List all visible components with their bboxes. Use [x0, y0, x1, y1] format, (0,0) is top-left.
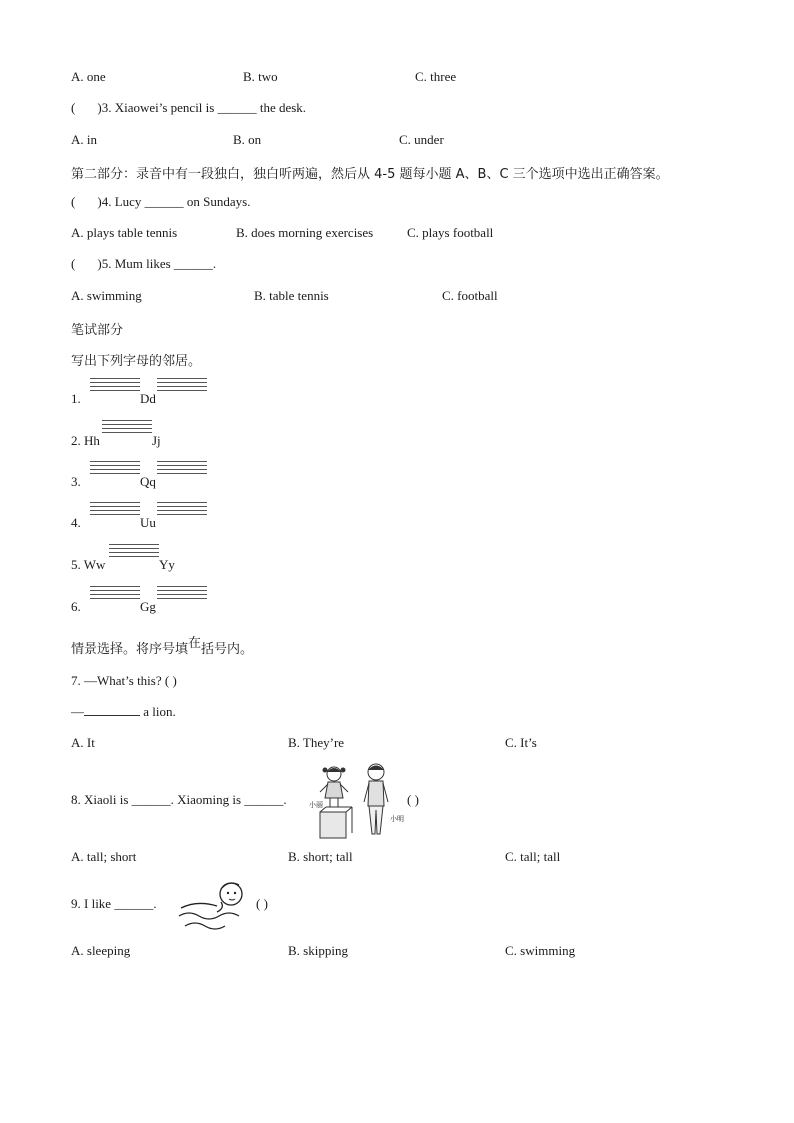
question-7-response — [71, 704, 176, 720]
question-9: 9. I like ______. — [71, 896, 157, 911]
situation-heading-raised-char: 在 — [188, 636, 202, 651]
q7-option-b: B. They’re — [288, 735, 345, 750]
writing-lines[interactable] — [102, 420, 152, 436]
q5-option-b: B. table tennis — [254, 288, 329, 303]
situation-heading-text: 括号内。 — [201, 642, 254, 657]
q9-option-b: B. skipping — [288, 943, 348, 958]
swimming-child-illustration — [177, 878, 253, 938]
q8-option-c: C. tall; tall — [505, 849, 561, 864]
neighbor-item-number: 3. — [71, 474, 81, 489]
neighbor-item-letter: Jj — [152, 433, 161, 448]
neighbor-item-number: 4. — [71, 515, 81, 530]
neighbor-item-number: 5. Ww — [71, 557, 106, 572]
answer-paren-close: ) — [97, 194, 102, 209]
neighbor-item-letter: Gg — [140, 599, 156, 614]
q8-option-a: A. tall; short — [71, 849, 137, 864]
q4-option-a: A. plays table tennis — [71, 225, 178, 240]
answer-blank[interactable] — [84, 704, 140, 716]
answer-paren-open: ( — [71, 256, 76, 271]
question-7: 7. —What’s this? ( ) — [71, 673, 177, 688]
q3-option-c: C. under — [399, 132, 444, 147]
writing-lines[interactable] — [90, 461, 140, 477]
q5-option-c: C. football — [442, 288, 498, 303]
boy-name-label: 小明 — [390, 815, 404, 823]
q2-option-c: C. three — [415, 69, 457, 84]
writing-lines[interactable] — [109, 544, 159, 560]
question-text: a lion. — [140, 704, 176, 719]
q8-option-b: B. short; tall — [288, 849, 353, 864]
neighbors-heading: 写出下列字母的邻居。 — [71, 354, 202, 369]
situation-heading-text: 情景选择。将序号填 — [71, 642, 189, 657]
answer-paren-close: ) — [97, 100, 102, 115]
question-5 — [71, 256, 216, 272]
q2-option-a: A. one — [71, 69, 106, 84]
q7-option-a: A. It — [71, 735, 95, 750]
neighbor-item-number: 6. — [71, 599, 81, 614]
q8-answer-paren[interactable]: ( ) — [407, 792, 419, 807]
q7-option-c: C. It’s — [505, 735, 537, 750]
question-text: 4. Lucy ______ on Sundays. — [101, 194, 251, 209]
q2-option-b: B. two — [243, 69, 278, 84]
dash: — — [71, 704, 84, 719]
neighbor-item-letter: Qq — [140, 474, 156, 489]
neighbor-item-letter: Yy — [159, 557, 175, 572]
q9-option-a: A. sleeping — [71, 943, 131, 958]
writing-lines[interactable] — [90, 502, 140, 518]
writing-lines[interactable] — [157, 502, 207, 518]
question-text: 3. Xiaowei’s pencil is ______ the desk. — [101, 100, 307, 115]
neighbor-item-letter: Dd — [140, 391, 156, 406]
written-heading: 笔试部分 — [71, 323, 124, 338]
question-text: 5. Mum likes ______. — [101, 256, 217, 271]
q4-option-c: C. plays football — [407, 225, 494, 240]
q9-answer-paren[interactable]: ( ) — [256, 896, 268, 911]
answer-paren-close: ) — [97, 256, 102, 271]
neighbor-item-number: 1. — [71, 391, 81, 406]
writing-lines[interactable] — [90, 586, 140, 602]
writing-lines[interactable] — [90, 378, 140, 394]
q3-option-a: A. in — [71, 132, 97, 147]
answer-paren-open: ( — [71, 100, 76, 115]
q4-option-b: B. does morning exercises — [236, 225, 374, 240]
q9-option-c: C. swimming — [505, 943, 576, 958]
question-4 — [71, 194, 250, 210]
neighbor-item-letter: Uu — [140, 515, 156, 530]
writing-lines[interactable] — [157, 378, 207, 394]
writing-lines[interactable] — [157, 586, 207, 602]
writing-lines[interactable] — [157, 461, 207, 477]
answer-paren-open: ( — [71, 194, 76, 209]
q5-option-a: A. swimming — [71, 288, 142, 303]
q3-option-b: B. on — [233, 132, 262, 147]
girl-name-label: 小丽 — [309, 801, 323, 809]
situation-heading — [71, 638, 253, 657]
part2-heading: 第二部分：录音中有一段独白，独白听两遍，然后从 4-5 题每小题 A、B、C 三个选项中选出正确答案。 — [71, 167, 669, 182]
question-3 — [71, 100, 306, 116]
question-8: 8. Xiaoli is ______. Xiaoming is ______. — [71, 792, 287, 807]
neighbor-item-number: 2. Hh — [71, 433, 100, 448]
